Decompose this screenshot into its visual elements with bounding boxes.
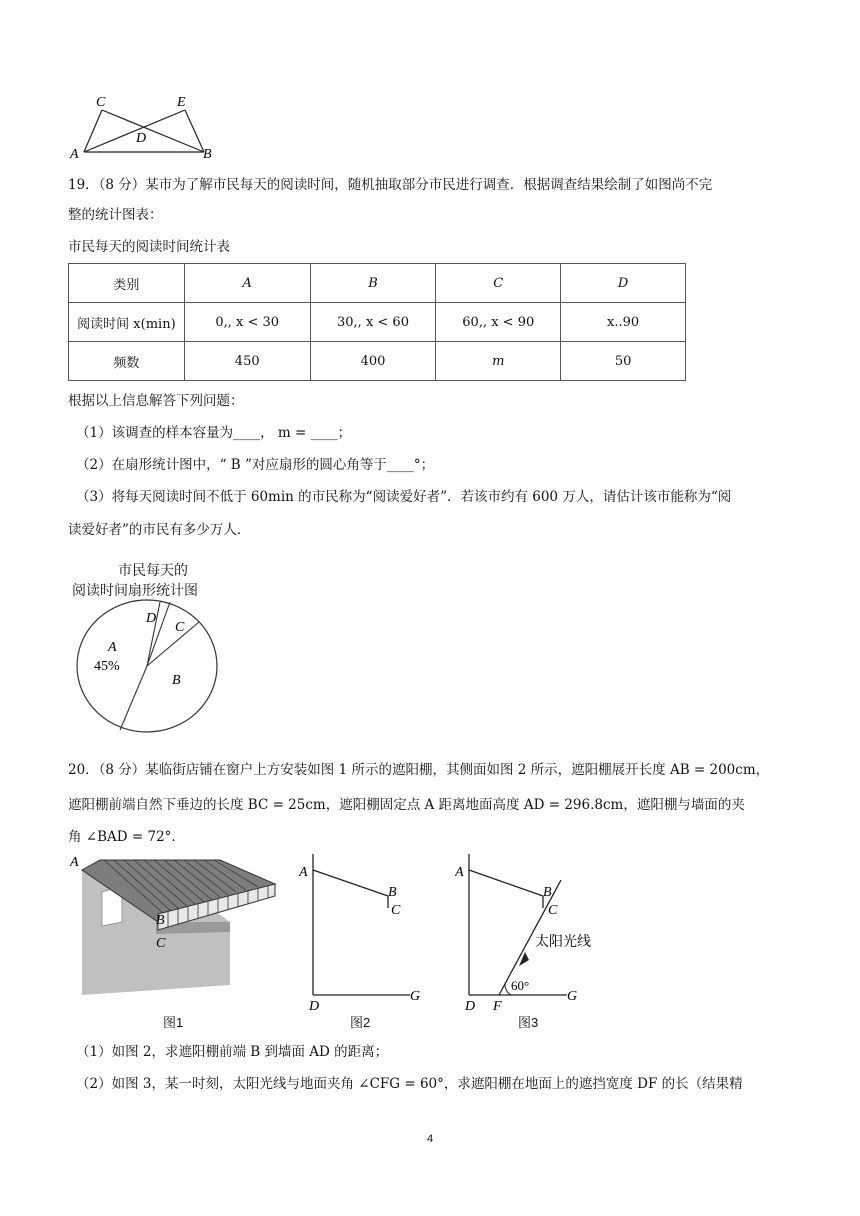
pie-label-a: A: [108, 640, 117, 655]
q19-sub2: （2）在扇形统计图中，“ B ”对应扇形的圆心角等于____°；: [76, 457, 435, 473]
table-row: [69, 342, 686, 381]
q19-intro-line2: 整的统计图表：: [68, 207, 163, 223]
fig2-label-a: A: [299, 865, 308, 880]
pie-chart: [72, 598, 222, 738]
fig3-label-c: C: [548, 903, 558, 918]
table-cell: 400: [310, 342, 436, 381]
table-header-category: 类别: [69, 264, 185, 303]
fig2-label-g: G: [410, 989, 421, 1004]
table-cell: x..90: [561, 303, 686, 342]
pie-title-line2: 阅读时间扇形统计图: [72, 582, 198, 598]
fig3-label-g: G: [567, 989, 578, 1004]
table-header-b: B: [310, 264, 436, 303]
fig1-caption: 图1: [163, 1015, 184, 1030]
q19-table-title: 市民每天的阅读时间统计表: [68, 239, 230, 255]
q20-line2: 遮阳棚前端自然下垂边的长度 BC = 25cm，遮阳棚固定点 A 距离地面高度 AD = 296.8cm，遮阳棚与墙面的夹: [68, 797, 745, 813]
fig3-label-f: F: [493, 999, 502, 1013]
fig1-label-b: B: [156, 913, 165, 928]
fig3-caption: 图3: [518, 1015, 539, 1030]
q19-prompt: 根据以上信息解答下列问题：: [68, 393, 244, 409]
label-b: B: [203, 147, 212, 162]
pie-title-line1: 市民每天的: [118, 562, 188, 578]
label-a: A: [70, 147, 79, 162]
q20-sub1: （1）如图 2，求遮阳棚前端 B 到墙面 AD 的距离；: [76, 1044, 389, 1060]
pie-label-b: B: [172, 673, 181, 688]
pie-label-d: D: [146, 611, 157, 626]
q20-line3: 角 ∠BAD = 72°．: [68, 829, 185, 845]
label-e: E: [177, 95, 186, 110]
table-header-a: A: [184, 264, 310, 303]
pie-label-a-pct: 45%: [94, 659, 120, 674]
fig2-label-b: B: [388, 885, 397, 900]
fig2-label-c: C: [391, 903, 401, 918]
table-cell: m: [436, 342, 561, 381]
fig3-label-b: B: [543, 885, 552, 900]
label-d: D: [136, 131, 147, 146]
table-header-c: C: [436, 264, 561, 303]
label-c: C: [96, 95, 106, 110]
pie-label-c: C: [175, 620, 185, 635]
q19-sub3-line1: （3）将每天阅读时间不低于 60min 的市民称为“阅读爱好者”．若该市约有 600 万人，请估计该市能称为“阅: [76, 489, 732, 505]
table-cell: 450: [184, 342, 310, 381]
table-row: [69, 303, 686, 342]
q20-sub2: （2）如图 3，某一时刻，太阳光线与地面夹角 ∠CFG = 60°，求遮阳棚在地面上的遮挡宽度 DF 的长（结果精: [76, 1076, 743, 1092]
q19-sub3-line2: 读爱好者”的市民有多少万人．: [68, 522, 251, 538]
table-header-d: D: [561, 264, 686, 303]
fig1-label-c: C: [156, 936, 166, 951]
fig3-ray-label: 太阳光线: [535, 934, 591, 950]
table-cell: 60,, x < 90: [436, 303, 561, 342]
fig3-angle-label: 60°: [511, 978, 530, 993]
q19-sub1: （1）该调查的样本容量为____， m = ____；: [76, 425, 352, 441]
page-number: 4: [426, 1133, 434, 1145]
reading-time-table: [68, 263, 686, 381]
fig3-label-a: A: [455, 865, 464, 880]
table-cell: 30,, x < 60: [310, 303, 436, 342]
table-row: [69, 264, 686, 303]
figure-3-sunlight: [455, 848, 615, 1013]
figure-1-awning: [70, 852, 290, 1032]
q20-line1: 20．（8 分）某临街店铺在窗户上方安装如图 1 所示的遮阳棚，其侧面如图 2 所示，遮阳棚展开长度 AB = 200cm，: [68, 762, 770, 778]
table-cell: 频数: [69, 342, 185, 381]
table-cell: 0,, x < 30: [184, 303, 310, 342]
crossed-triangles-figure: [64, 90, 224, 162]
fig1-label-a: A: [70, 855, 79, 870]
table-cell: 阅读时间 x(min): [69, 303, 185, 342]
fig2-caption: 图2: [350, 1015, 371, 1030]
fig2-label-d: D: [309, 999, 320, 1013]
figure-2-side-view: [295, 848, 435, 1013]
q19-intro-line1: 19．（8 分）某市为了解市民每天的阅读时间，随机抽取部分市民进行调查．根据调查结果绘制了如图尚不完: [68, 177, 713, 193]
pie-sector-a-b-boundary: [120, 666, 147, 730]
table-cell: 50: [561, 342, 686, 381]
fig3-label-d: D: [465, 999, 476, 1013]
